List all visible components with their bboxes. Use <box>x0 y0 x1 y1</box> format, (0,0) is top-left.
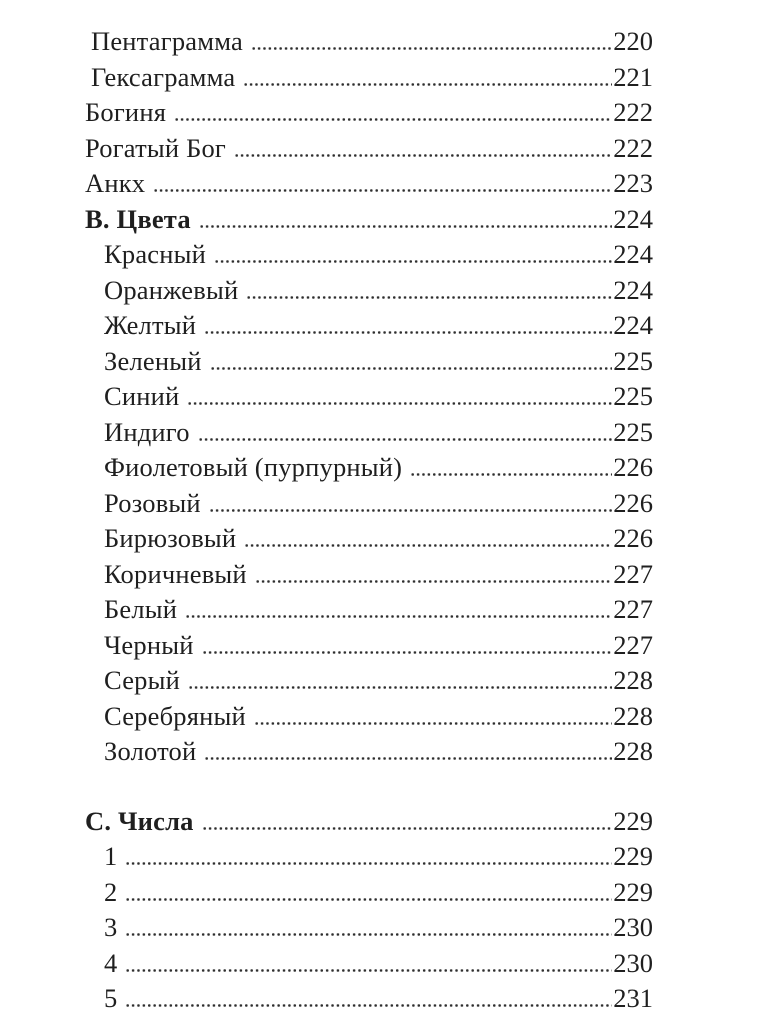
toc-entry-page-number: 222 <box>613 132 653 163</box>
toc-entry-page-number: 221 <box>613 61 653 92</box>
toc-entry-page-number: 225 <box>613 381 653 411</box>
toc-entry <box>85 202 653 238</box>
toc-entry-label: В. Цвета <box>85 203 191 234</box>
dot-leader <box>246 273 612 309</box>
toc-entry <box>85 131 653 167</box>
toc-entry-label: Синий <box>104 381 180 411</box>
toc-entry-label: Коричневый <box>104 558 247 589</box>
toc-entry-page-number: 220 <box>613 26 653 56</box>
dot-leader <box>185 592 612 628</box>
dot-leader <box>174 95 612 131</box>
toc-entry <box>85 699 653 735</box>
toc-entry <box>85 521 653 557</box>
toc-entry <box>85 875 653 911</box>
dot-leader <box>198 415 613 451</box>
toc-entry-page-number: 224 <box>613 310 653 340</box>
toc-entry-page-number: 228 <box>613 665 653 695</box>
toc-entry <box>85 734 653 770</box>
dot-leader <box>244 521 612 557</box>
toc-entry-label: Желтый <box>104 310 197 340</box>
toc-entry-page-number: 229 <box>613 876 653 907</box>
toc-entry-label: Серый <box>104 665 180 695</box>
toc-entry-page-number: 225 <box>613 416 653 447</box>
toc-entry-page-number: 223 <box>613 168 653 198</box>
dot-leader <box>204 308 612 344</box>
toc-entry-page-number: 227 <box>613 594 653 624</box>
toc-entry-page-number: 225 <box>613 345 653 376</box>
toc-entry <box>85 60 653 96</box>
dot-leader <box>125 910 612 946</box>
toc-entry <box>85 308 653 344</box>
dot-leader <box>209 486 612 522</box>
toc-entry-page-number: 230 <box>613 912 653 942</box>
toc-entry-page-number: 227 <box>613 558 653 589</box>
toc-entry-page-number: 227 <box>613 629 653 660</box>
dot-leader <box>410 450 612 486</box>
toc-entry <box>85 628 653 664</box>
toc-entry-label: Богиня <box>85 97 167 127</box>
dot-leader <box>202 628 613 664</box>
toc-entry-label: Фиолетовый (пурпурный) <box>104 452 403 482</box>
toc-entry-label: Серебряный <box>104 700 246 731</box>
toc-entry-page-number: 229 <box>613 805 653 836</box>
toc-entry-label: Белый <box>104 594 178 624</box>
toc-entry-label: 3 <box>104 912 118 942</box>
toc-entry-page-number: 224 <box>613 239 653 269</box>
dot-leader <box>188 663 612 699</box>
toc-entry-page-number: 224 <box>613 274 653 305</box>
toc-entry-page-number: 228 <box>613 700 653 731</box>
toc-entry <box>85 415 653 451</box>
dot-leader <box>254 699 612 735</box>
toc-entry <box>85 95 653 131</box>
dot-leader <box>187 379 612 415</box>
toc-entry-label: 1 <box>104 841 118 871</box>
toc-entry-page-number: 226 <box>613 523 653 553</box>
toc-entry-label: Розовый <box>104 487 201 518</box>
dot-leader <box>202 804 613 840</box>
toc-entry-page-number: 226 <box>613 487 653 518</box>
dot-leader <box>234 131 612 167</box>
toc-entry-page-number: 231 <box>613 983 653 1013</box>
toc-entry-label: Анкх <box>85 168 146 198</box>
toc-entry <box>85 486 653 522</box>
dot-leader <box>125 839 612 875</box>
toc-entry-label: Зеленый <box>104 345 202 376</box>
dot-leader <box>214 237 612 273</box>
toc-entry <box>85 557 653 593</box>
toc-entry-page-number: 229 <box>613 841 653 871</box>
toc-entry <box>85 24 653 60</box>
toc-entry-page-number: 222 <box>613 97 653 127</box>
toc-entry-label: Гексаграмма <box>91 61 236 92</box>
toc-entry-page-number: 230 <box>613 947 653 978</box>
dot-leader <box>210 344 613 380</box>
dot-leader <box>255 557 612 593</box>
dot-leader <box>125 875 612 911</box>
toc-entry-label: Золотой <box>104 736 197 766</box>
toc-entry <box>85 450 653 486</box>
toc-entry-label: 2 <box>104 876 118 907</box>
toc-entry-label: Черный <box>104 629 194 660</box>
toc-entry <box>85 839 653 875</box>
toc-entry <box>85 379 653 415</box>
toc-entry <box>85 237 653 273</box>
dot-leader <box>251 24 612 60</box>
toc-entry <box>85 166 653 202</box>
dot-leader <box>204 734 612 770</box>
toc-entry-label: Индиго <box>104 416 190 447</box>
toc-entry-label: Красный <box>104 239 207 269</box>
toc-entry-page-number: 226 <box>613 452 653 482</box>
toc-list <box>85 24 653 1017</box>
toc-entry <box>85 981 653 1017</box>
toc-entry-label: 4 <box>104 947 118 978</box>
toc-entry-page-number: 228 <box>613 736 653 766</box>
dot-leader <box>125 981 612 1017</box>
toc-entry <box>85 946 653 982</box>
toc-entry-label: Бирюзовый <box>104 523 237 553</box>
toc-entry <box>85 273 653 309</box>
toc-entry-label: 5 <box>104 983 118 1013</box>
toc-entry <box>85 344 653 380</box>
toc-entry-label: Пентаграмма <box>91 26 243 56</box>
toc-entry-label: Оранжевый <box>104 274 239 305</box>
dot-leader <box>125 946 612 982</box>
toc-entry-page-number: 224 <box>613 203 653 234</box>
dot-leader <box>153 166 612 202</box>
dot-leader <box>243 60 612 96</box>
toc-entry <box>85 910 653 946</box>
toc-entry-label: Рогатый Бог <box>85 132 227 163</box>
toc-entry <box>85 663 653 699</box>
toc-entry <box>85 804 653 840</box>
dot-leader <box>199 202 612 238</box>
toc-entry-label: С. Числа <box>85 805 194 836</box>
toc-entry <box>85 592 653 628</box>
